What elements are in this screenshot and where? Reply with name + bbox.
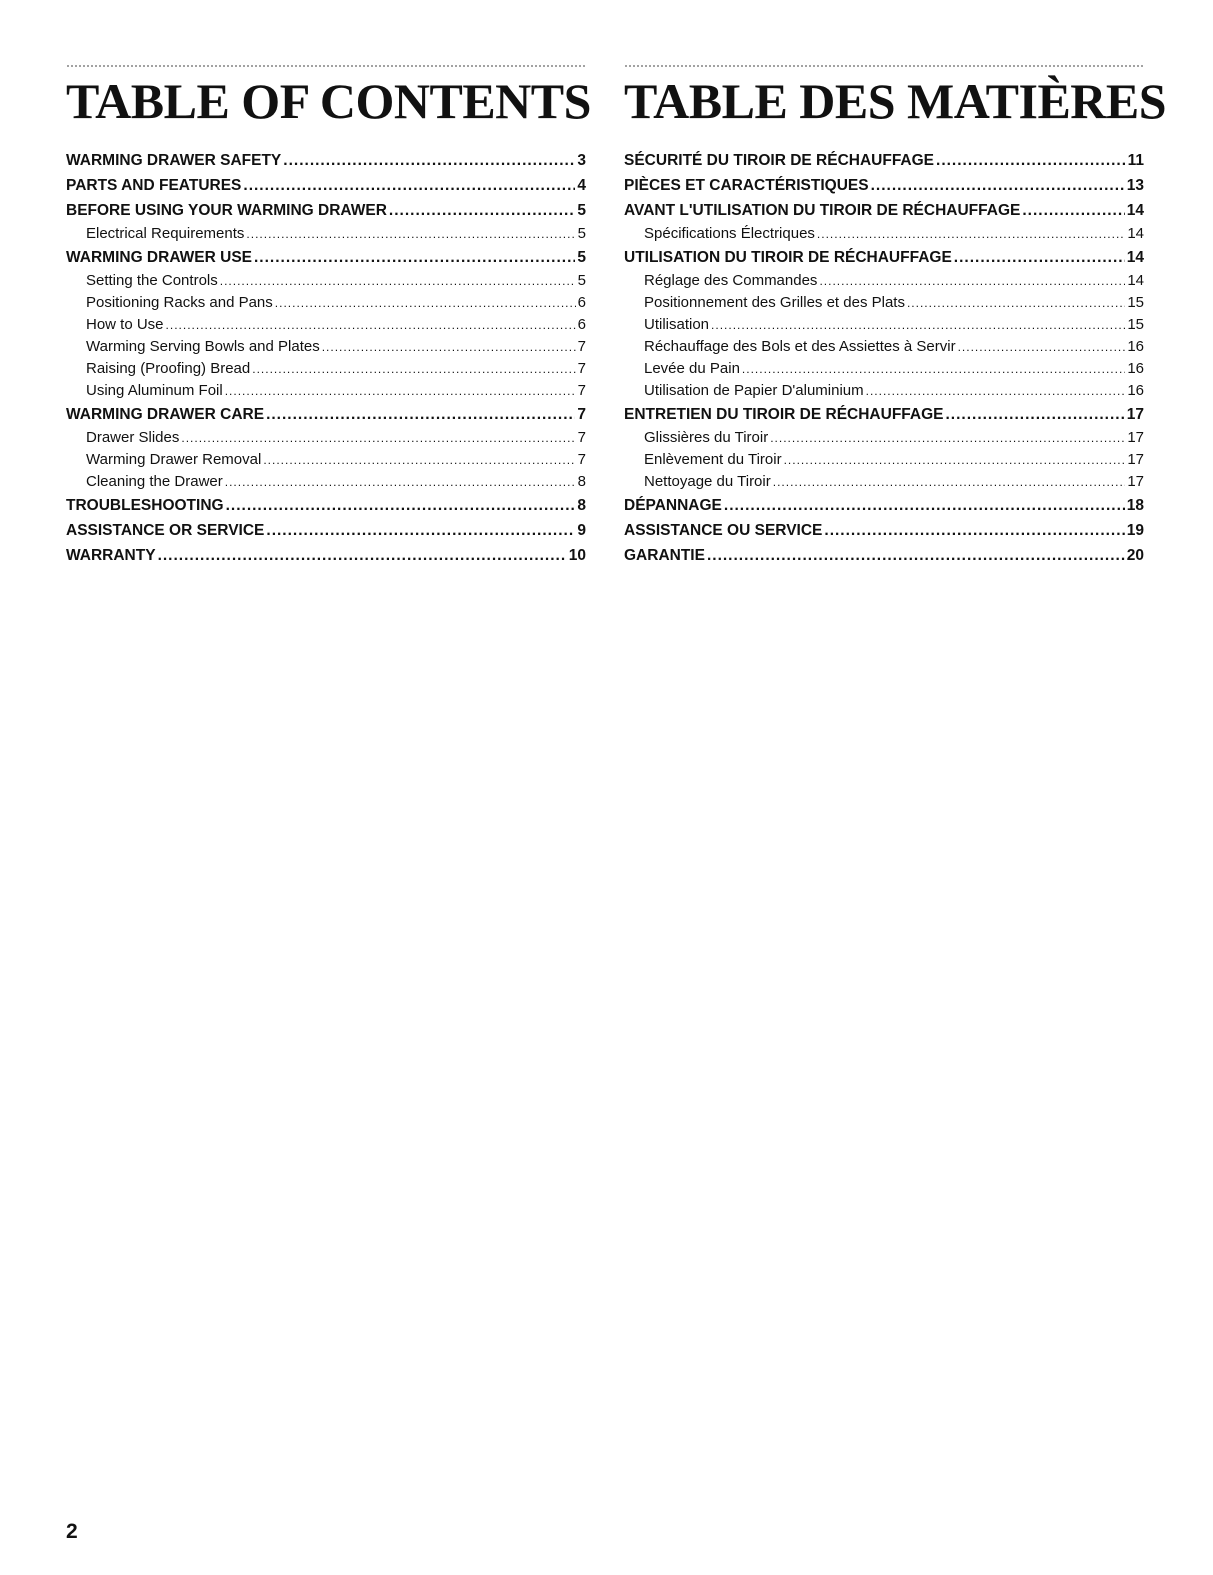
toc-entry-label: Réglage des Commandes [644,272,818,289]
toc-entry-page: 14 [1126,249,1144,266]
dot-leader [1022,198,1124,223]
toc-subsection-entry [66,471,586,493]
toc-entry-label: Electrical Requirements [86,225,245,242]
english-toc-title: TABLE OF CONTENTS [66,73,591,129]
toc-entry-page: 7 [577,338,586,355]
toc-entry-label: Using Aluminum Foil [86,382,223,399]
toc-entry-page: 6 [577,316,586,333]
toc-entry-label: BEFORE USING YOUR WARMING DRAWER [66,202,387,219]
dot-leader [817,223,1125,245]
toc-entry-page: 13 [1126,177,1144,194]
toc-entry-label: Raising (Proofing) Bread [86,360,251,377]
dot-leader [322,336,576,358]
toc-entry-label: WARRANTY [66,547,156,564]
dot-leader [824,518,1124,543]
toc-subsection-entry [624,270,1144,292]
dot-leader [220,270,576,292]
toc-subsection-entry [624,292,1144,314]
toc-entry-page: 5 [577,225,586,242]
toc-subsection-entry [624,449,1144,471]
toc-entry-page: 3 [577,152,586,169]
toc-entry-label: Enlèvement du Tiroir [644,451,782,468]
toc-entry-label: GARANTIE [624,547,705,564]
toc-entry-page: 5 [577,202,586,219]
dot-leader [283,148,575,173]
dot-leader [225,471,576,493]
toc-section-entry [66,173,586,198]
dot-leader [711,314,1125,336]
dot-leader [246,223,575,245]
toc-entry-page: 14 [1126,202,1144,219]
toc-entry-label: ASSISTANCE OU SERVICE [624,522,823,539]
dotted-rule [66,64,586,68]
toc-subsection-entry [66,449,586,471]
toc-entry-label: Réchauffage des Bols et des Assiettes à Servir [644,338,956,355]
toc-entry-label: UTILISATION DU TIROIR DE RÉCHAUFFAGE [624,249,952,266]
toc-section-entry [624,543,1144,568]
toc-section-entry [66,518,586,543]
dotted-rule [624,64,1144,68]
french-toc-list [624,148,1144,568]
toc-section-entry [66,543,586,568]
dot-leader [866,380,1126,402]
toc-entry-page: 14 [1127,225,1144,242]
dot-leader [770,427,1125,449]
dot-leader [226,493,576,518]
toc-entry-label: Positioning Racks and Pans [86,294,273,311]
dot-leader [945,402,1124,427]
toc-entry-page: 8 [577,473,586,490]
toc-entry-label: Spécifications Électriques [644,225,815,242]
toc-subsection-entry [624,314,1144,336]
toc-entry-label: DÉPANNAGE [624,497,722,514]
toc-entry-page: 4 [577,177,586,194]
french-toc-title: TABLE DES MATIÈRES [624,73,1167,129]
toc-subsection-entry [66,223,586,245]
toc-entry-label: PARTS AND FEATURES [66,177,242,194]
dot-leader [266,518,575,543]
toc-entry-page: 17 [1127,429,1144,446]
dot-leader [158,543,567,568]
toc-entry-page: 17 [1126,406,1144,423]
toc-entry-page: 17 [1127,473,1144,490]
toc-section-entry [66,402,586,427]
toc-entry-page: 16 [1127,338,1144,355]
dot-leader [724,493,1125,518]
dot-leader [707,543,1125,568]
toc-entry-label: Positionnement des Grilles et des Plats [644,294,905,311]
toc-subsection-entry [624,223,1144,245]
toc-entry-label: WARMING DRAWER SAFETY [66,152,282,169]
toc-section-entry [66,198,586,223]
toc-entry-label: Setting the Controls [86,272,218,289]
toc-entry-label: SÉCURITÉ DU TIROIR DE RÉCHAUFFAGE [624,152,935,169]
dot-leader [389,198,575,223]
toc-subsection-entry [66,380,586,402]
toc-entry-page: 16 [1127,360,1144,377]
toc-subsection-entry [624,336,1144,358]
toc-subsection-entry [624,471,1144,493]
toc-entry-page: 15 [1127,294,1144,311]
toc-entry-label: Levée du Pain [644,360,740,377]
toc-entry-page: 9 [577,522,586,539]
dot-leader [907,292,1125,314]
dot-leader [225,380,576,402]
toc-entry-label: PIÈCES ET CARACTÉRISTIQUES [624,177,869,194]
toc-entry-page: 7 [577,406,586,423]
dot-leader [275,292,576,314]
toc-entry-page: 5 [577,249,586,266]
toc-entry-page: 7 [577,451,586,468]
dot-leader [819,270,1125,292]
dot-leader [773,471,1126,493]
toc-entry-label: Nettoyage du Tiroir [644,473,771,490]
toc-subsection-entry [624,427,1144,449]
toc-subsection-entry [624,358,1144,380]
toc-section-entry [66,245,586,270]
dot-leader [254,245,575,270]
toc-entry-label: WARMING DRAWER CARE [66,406,265,423]
toc-entry-page: 14 [1127,272,1144,289]
toc-entry-label: WARMING DRAWER USE [66,249,252,266]
toc-entry-page: 7 [577,429,586,446]
toc-section-entry [624,245,1144,270]
toc-entry-page: 11 [1127,152,1144,169]
toc-entry-label: Warming Serving Bowls and Plates [86,338,320,355]
dot-leader [958,336,1126,358]
toc-entry-page: 19 [1126,522,1144,539]
dot-leader [784,449,1126,471]
toc-entry-label: AVANT L'UTILISATION DU TIROIR DE RÉCHAUFFAGE [624,202,1021,219]
toc-entry-page: 17 [1127,451,1144,468]
toc-entry-page: 15 [1127,316,1144,333]
toc-section-entry [624,198,1144,223]
toc-subsection-entry [66,336,586,358]
toc-section-entry [66,148,586,173]
toc-section-entry [66,493,586,518]
toc-subsection-entry [66,270,586,292]
toc-section-entry [624,493,1144,518]
dot-leader [243,173,575,198]
toc-entry-page: 7 [577,360,586,377]
toc-entry-page: 16 [1127,382,1144,399]
toc-section-entry [624,402,1144,427]
toc-subsection-entry [66,314,586,336]
toc-entry-label: Warming Drawer Removal [86,451,262,468]
toc-section-entry [624,173,1144,198]
toc-entry-label: Utilisation [644,316,710,333]
dot-leader [954,245,1125,270]
french-toc-column [624,64,1167,568]
dot-leader [252,358,575,380]
dot-leader [266,402,575,427]
toc-entry-label: Drawer Slides [86,429,180,446]
toc-subsection-entry [624,380,1144,402]
dot-leader [742,358,1125,380]
toc-entry-label: ASSISTANCE OR SERVICE [66,522,265,539]
toc-subsection-entry [66,358,586,380]
toc-entry-label: Cleaning the Drawer [86,473,223,490]
dot-leader [181,427,575,449]
toc-entry-label: Utilisation de Papier D'aluminium [644,382,864,399]
toc-section-entry [624,518,1144,543]
toc-entry-label: ENTRETIEN DU TIROIR DE RÉCHAUFFAGE [624,406,944,423]
dot-leader [871,173,1125,198]
english-toc-column [66,64,591,568]
toc-entry-page: 20 [1126,547,1144,564]
toc-entry-page: 8 [577,497,586,514]
toc-subsection-entry [66,292,586,314]
toc-entry-label: How to Use [86,316,164,333]
toc-entry-page: 7 [577,382,586,399]
toc-section-entry [624,148,1144,173]
english-toc-list [66,148,586,568]
toc-entry-page: 18 [1126,497,1144,514]
toc-entry-page: 6 [577,294,586,311]
toc-subsection-entry [66,427,586,449]
toc-entry-label: Glissières du Tiroir [644,429,769,446]
dot-leader [166,314,576,336]
toc-entry-page: 10 [568,547,586,564]
toc-entry-label: TROUBLESHOOTING [66,497,224,514]
toc-entry-page: 5 [577,272,586,289]
dot-leader [263,449,575,471]
dot-leader [936,148,1126,173]
page-number: 2 [66,1520,78,1543]
